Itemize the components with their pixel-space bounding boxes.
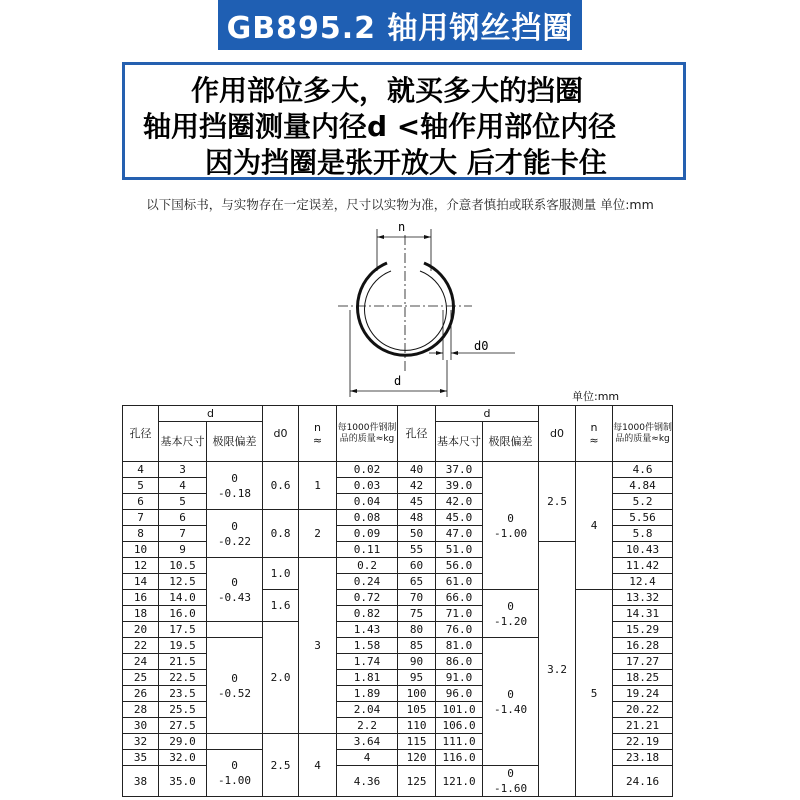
table-cell: 17.5	[159, 622, 207, 638]
label-d: d	[394, 374, 402, 388]
header-d0: d0	[263, 406, 299, 462]
table-cell: 75	[398, 606, 436, 622]
table-cell: 0 -0.43	[207, 558, 263, 622]
table-cell: 10	[123, 542, 159, 558]
unit-label: 单位:mm	[572, 390, 620, 403]
table-cell: 2.5	[263, 734, 299, 797]
header-tolerance: 极限偏差	[483, 422, 539, 462]
table-cell: 6	[123, 494, 159, 510]
table-cell: 1.6	[263, 590, 299, 622]
table-cell: 3.2	[539, 542, 576, 797]
notice-line-3: 因为挡圈是张开放大 后才能卡住	[205, 146, 607, 179]
table-cell: 24.16	[613, 766, 673, 797]
table-cell: 50	[398, 526, 436, 542]
table-cell: 0 -1.00	[483, 462, 539, 590]
table-cell: 12.4	[613, 574, 673, 590]
table-cell: 14.31	[613, 606, 673, 622]
table-cell: 8	[123, 526, 159, 542]
header-tolerance: 极限偏差	[207, 422, 263, 462]
header-mass: 每1000件钢制品的质量≈kg	[613, 406, 673, 462]
table-cell: 0.6	[263, 462, 299, 510]
table-cell: 0.02	[337, 462, 398, 478]
table-cell: 76.0	[436, 622, 483, 638]
table-cell: 13.32	[613, 590, 673, 606]
table-cell: 29.0	[159, 734, 207, 750]
table-cell: 2.0	[263, 622, 299, 734]
label-d0: d0	[474, 339, 489, 353]
table-cell: 20.22	[613, 702, 673, 718]
table-cell: 51.0	[436, 542, 483, 558]
disclaimer-text: 以下国标书，与实物存在一定误差，尺寸以实物为准，介意者慎拍或联系客服测量 单位:mm	[146, 197, 654, 212]
table-cell: 3	[299, 558, 337, 734]
table-cell: 32.0	[159, 750, 207, 766]
header-mass: 每1000件钢制品的质量≈kg	[337, 406, 398, 462]
table-cell: 25	[123, 670, 159, 686]
table-cell: 110	[398, 718, 436, 734]
table-cell: 121.0	[436, 766, 483, 797]
table-cell: 48	[398, 510, 436, 526]
table-cell: 19.24	[613, 686, 673, 702]
table-cell: 0.03	[337, 478, 398, 494]
table-cell: 5.8	[613, 526, 673, 542]
table-cell	[207, 622, 263, 638]
table-cell: 10.5	[159, 558, 207, 574]
table-cell: 4.36	[337, 766, 398, 797]
table-cell: 21.5	[159, 654, 207, 670]
table-cell: 96.0	[436, 686, 483, 702]
table-cell: 19.5	[159, 638, 207, 654]
table-cell: 0 -1.20	[483, 590, 539, 638]
table-cell: 40	[398, 462, 436, 478]
header-basic: 基本尺寸	[159, 422, 207, 462]
table-cell: 1.74	[337, 654, 398, 670]
table-cell: 80	[398, 622, 436, 638]
table-cell: 95	[398, 670, 436, 686]
table-cell: 115	[398, 734, 436, 750]
header-n: n ≈	[299, 406, 337, 462]
table-cell: 0.11	[337, 542, 398, 558]
table-cell: 0.08	[337, 510, 398, 526]
table-cell: 5.56	[613, 510, 673, 526]
table-cell: 45.0	[436, 510, 483, 526]
table-cell: 81.0	[436, 638, 483, 654]
table-cell: 5	[576, 590, 613, 797]
table-cell: 6	[159, 510, 207, 526]
table-cell: 61.0	[436, 574, 483, 590]
header-hole: 孔径	[398, 406, 436, 462]
table-cell: 0.09	[337, 526, 398, 542]
table-cell: 39.0	[436, 478, 483, 494]
table-cell: 0 -0.22	[207, 510, 263, 558]
table-cell: 22	[123, 638, 159, 654]
table-cell: 2.04	[337, 702, 398, 718]
table-cell: 11.42	[613, 558, 673, 574]
table-cell: 14	[123, 574, 159, 590]
header-n: n ≈	[576, 406, 613, 462]
table-cell: 1	[299, 462, 337, 510]
table-cell: 120	[398, 750, 436, 766]
table-cell: 22.5	[159, 670, 207, 686]
spec-table	[122, 405, 673, 797]
table-cell: 23.5	[159, 686, 207, 702]
table-cell: 86.0	[436, 654, 483, 670]
table-cell: 1.58	[337, 638, 398, 654]
table-cell: 20	[123, 622, 159, 638]
table-cell: 90	[398, 654, 436, 670]
table-cell: 0 -0.18	[207, 462, 263, 510]
table-cell: 5	[123, 478, 159, 494]
table-cell: 71.0	[436, 606, 483, 622]
table-cell: 14.0	[159, 590, 207, 606]
table-cell: 0.82	[337, 606, 398, 622]
table-cell: 12	[123, 558, 159, 574]
table-cell: 0 -1.00	[207, 750, 263, 797]
table-cell: 3	[159, 462, 207, 478]
table-cell: 105	[398, 702, 436, 718]
table-cell: 28	[123, 702, 159, 718]
table-cell: 0 -1.60	[483, 766, 539, 797]
table-cell: 23.18	[613, 750, 673, 766]
table-cell: 12.5	[159, 574, 207, 590]
table-cell: 10.43	[613, 542, 673, 558]
table-cell: 42	[398, 478, 436, 494]
table-cell: 5	[159, 494, 207, 510]
table-cell: 16.0	[159, 606, 207, 622]
table-cell: 4	[299, 734, 337, 797]
header-d: d	[159, 406, 263, 422]
table-cell: 9	[159, 542, 207, 558]
table-cell: 2.2	[337, 718, 398, 734]
table-cell: 65	[398, 574, 436, 590]
table-cell: 24	[123, 654, 159, 670]
table-cell: 18.25	[613, 670, 673, 686]
table-cell	[207, 734, 263, 750]
table-cell: 116.0	[436, 750, 483, 766]
table-cell: 60	[398, 558, 436, 574]
table-cell: 35	[123, 750, 159, 766]
table-cell: 16	[123, 590, 159, 606]
table-cell: 70	[398, 590, 436, 606]
table-cell: 100	[398, 686, 436, 702]
table-cell: 0.04	[337, 494, 398, 510]
table-cell: 7	[159, 526, 207, 542]
table-cell: 27.5	[159, 718, 207, 734]
table-cell: 47.0	[436, 526, 483, 542]
table-cell: 7	[123, 510, 159, 526]
header-d: d	[436, 406, 539, 422]
table-cell: 4.84	[613, 478, 673, 494]
table-cell: 0.2	[337, 558, 398, 574]
table-cell: 17.27	[613, 654, 673, 670]
header-basic: 基本尺寸	[436, 422, 483, 462]
table-cell: 4	[576, 462, 613, 590]
header-hole: 孔径	[123, 406, 159, 462]
page-title: GB895.2 轴用钢丝挡圈	[218, 0, 582, 50]
notice-line-2: 轴用挡圈测量内径d <轴作用部位内径	[143, 110, 617, 143]
table-cell: 42.0	[436, 494, 483, 510]
table-cell: 2.5	[539, 462, 576, 542]
table-cell: 4	[159, 478, 207, 494]
table-cell: 18	[123, 606, 159, 622]
label-n: n	[398, 220, 406, 234]
table-cell: 30	[123, 718, 159, 734]
table-cell: 55	[398, 542, 436, 558]
table-cell: 4	[337, 750, 398, 766]
notice-box	[122, 62, 686, 180]
table-cell: 91.0	[436, 670, 483, 686]
table-cell: 0.24	[337, 574, 398, 590]
table-cell: 32	[123, 734, 159, 750]
table-cell: 22.19	[613, 734, 673, 750]
table-cell: 16.28	[613, 638, 673, 654]
table-cell: 4	[123, 462, 159, 478]
table-cell: 111.0	[436, 734, 483, 750]
table-cell: 85	[398, 638, 436, 654]
table-cell: 15.29	[613, 622, 673, 638]
table-cell: 37.0	[436, 462, 483, 478]
header-d0: d0	[539, 406, 576, 462]
table-cell: 101.0	[436, 702, 483, 718]
table-cell: 0 -0.52	[207, 638, 263, 734]
table-cell: 21.21	[613, 718, 673, 734]
table-cell: 0.8	[263, 510, 299, 558]
table-cell: 106.0	[436, 718, 483, 734]
table-cell: 0.72	[337, 590, 398, 606]
table-cell: 0 -1.40	[483, 638, 539, 766]
table-cell: 25.5	[159, 702, 207, 718]
table-cell: 35.0	[159, 766, 207, 797]
table-cell: 66.0	[436, 590, 483, 606]
table-cell: 4.6	[613, 462, 673, 478]
notice-line-1: 作用部位多大，就买多大的挡圈	[191, 74, 584, 107]
table-cell: 125	[398, 766, 436, 797]
table-cell: 2	[299, 510, 337, 558]
table-cell: 1.89	[337, 686, 398, 702]
table-cell: 45	[398, 494, 436, 510]
table-cell: 1.81	[337, 670, 398, 686]
table-cell: 26	[123, 686, 159, 702]
table-cell: 1.0	[263, 558, 299, 590]
table-cell: 5.2	[613, 494, 673, 510]
retaining-ring-diagram	[330, 215, 530, 400]
table-cell: 56.0	[436, 558, 483, 574]
table-cell: 3.64	[337, 734, 398, 750]
table-cell: 38	[123, 766, 159, 797]
table-cell: 1.43	[337, 622, 398, 638]
